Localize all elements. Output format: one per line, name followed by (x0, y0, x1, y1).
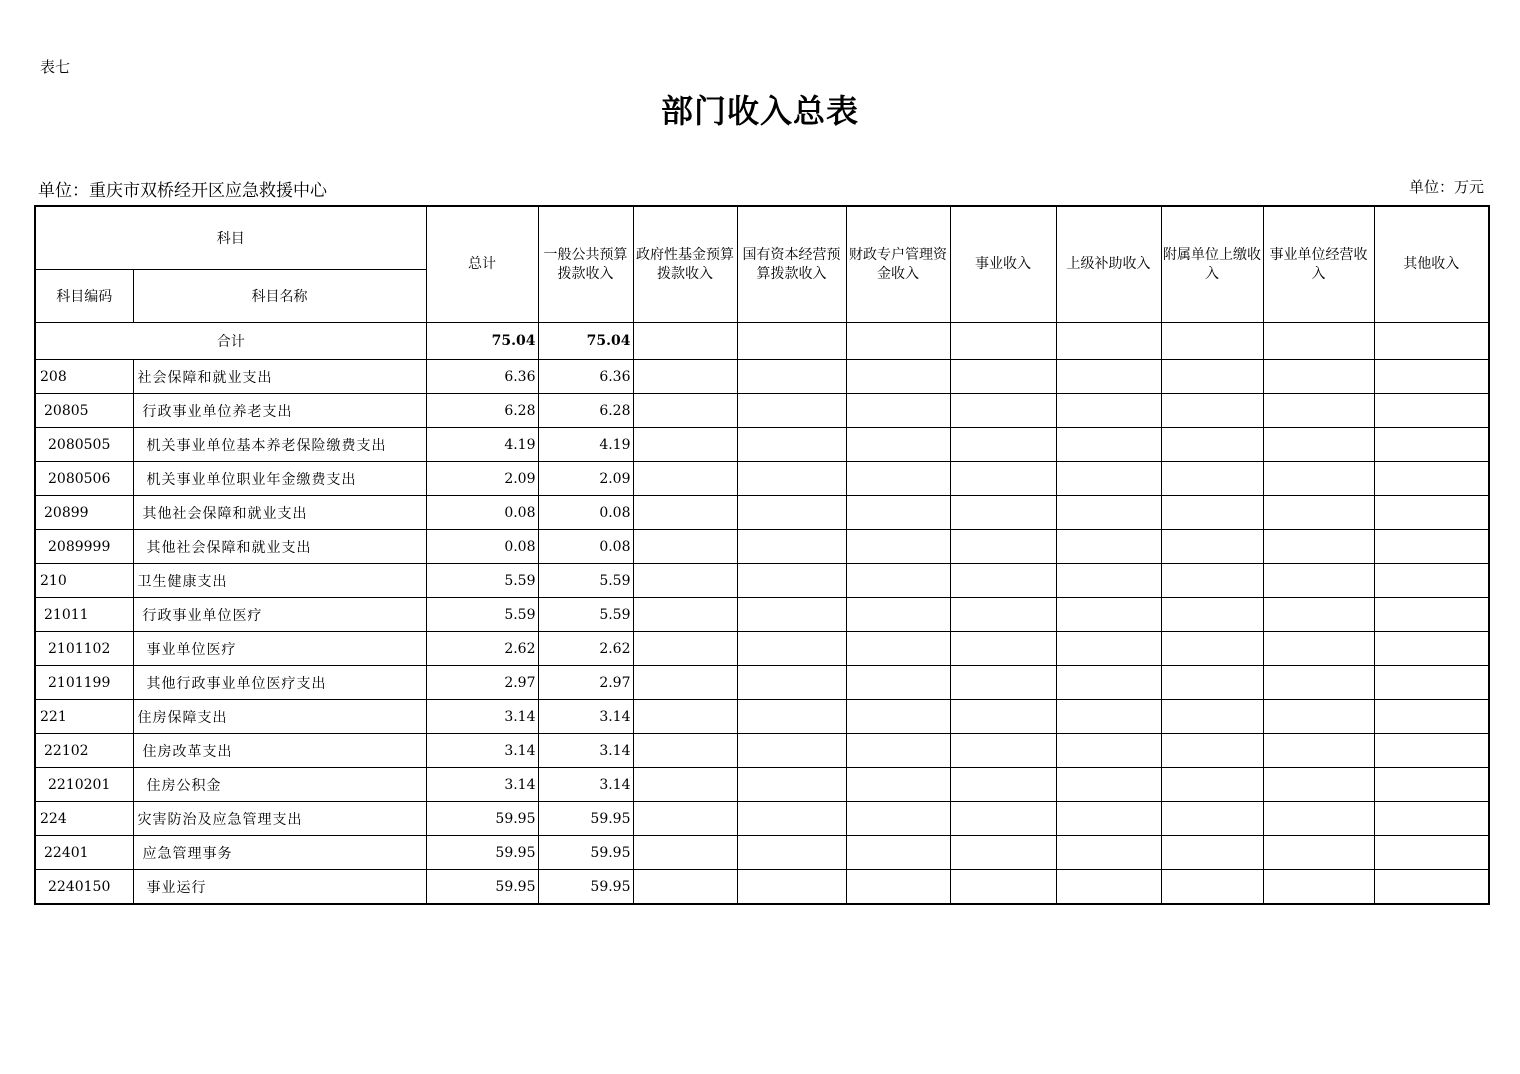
currency-unit: 单位：万元 (1408, 178, 1484, 196)
empty-cell (950, 598, 1056, 632)
table-row (35, 598, 1489, 632)
empty-cell (1161, 870, 1263, 905)
empty-cell (846, 394, 950, 428)
empty-cell (1161, 666, 1263, 700)
empty-cell (1374, 394, 1489, 428)
empty-cell (1056, 428, 1161, 462)
empty-cell (846, 360, 950, 394)
empty-cell (1263, 323, 1374, 360)
empty-cell (846, 632, 950, 666)
empty-cell (950, 870, 1056, 905)
table-row (35, 802, 1489, 836)
empty-cell (1161, 428, 1263, 462)
row-general-budget: 3.14 (538, 768, 633, 802)
row-total: 59.95 (426, 802, 538, 836)
empty-cell (1056, 734, 1161, 768)
subject-code: 224 (35, 802, 133, 836)
empty-cell (846, 700, 950, 734)
row-total: 5.59 (426, 564, 538, 598)
page-title: 部门收入总表 (660, 92, 859, 130)
empty-cell (737, 428, 846, 462)
subject-name: 住房公积金 (133, 768, 426, 802)
empty-cell (950, 496, 1056, 530)
table-row (35, 360, 1489, 394)
empty-cell (1263, 700, 1374, 734)
empty-cell (633, 836, 737, 870)
empty-cell (737, 598, 846, 632)
row-general-budget: 3.14 (538, 700, 633, 734)
empty-cell (737, 394, 846, 428)
subject-name: 住房保障支出 (133, 700, 426, 734)
empty-cell (846, 496, 950, 530)
empty-cell (1263, 428, 1374, 462)
empty-cell (846, 836, 950, 870)
empty-cell (633, 496, 737, 530)
total-sum: 75.04 (426, 323, 538, 360)
empty-cell (1056, 360, 1161, 394)
row-total: 59.95 (426, 836, 538, 870)
empty-cell (1263, 870, 1374, 905)
subject-code: 2080506 (35, 462, 133, 496)
empty-cell (1374, 564, 1489, 598)
empty-cell (1263, 598, 1374, 632)
empty-cell (1374, 598, 1489, 632)
empty-cell (633, 598, 737, 632)
empty-cell (1161, 530, 1263, 564)
empty-cell (633, 530, 737, 564)
total-row (35, 323, 1489, 360)
empty-cell (950, 564, 1056, 598)
empty-cell (1263, 632, 1374, 666)
empty-cell (846, 598, 950, 632)
empty-cell (1056, 666, 1161, 700)
empty-cell (737, 360, 846, 394)
subject-code: 2101102 (35, 632, 133, 666)
empty-cell (1161, 598, 1263, 632)
empty-cell (1161, 734, 1263, 768)
row-total: 59.95 (426, 870, 538, 905)
empty-cell (1263, 802, 1374, 836)
empty-cell (950, 530, 1056, 564)
table-row (35, 666, 1489, 700)
subject-code: 20805 (35, 394, 133, 428)
empty-cell (737, 530, 846, 564)
empty-cell (846, 428, 950, 462)
row-general-budget: 0.08 (538, 496, 633, 530)
empty-cell (1374, 428, 1489, 462)
empty-cell (737, 462, 846, 496)
empty-cell (633, 802, 737, 836)
row-general-budget: 59.95 (538, 870, 633, 905)
row-general-budget: 59.95 (538, 836, 633, 870)
empty-cell (1374, 802, 1489, 836)
empty-cell (1056, 530, 1161, 564)
empty-cell (737, 734, 846, 768)
gov-fund-header: 政府性基金预算拨款收入 (633, 206, 737, 323)
empty-cell (1056, 700, 1161, 734)
empty-cell (1263, 768, 1374, 802)
table-row (35, 700, 1489, 734)
subject-code: 21011 (35, 598, 133, 632)
subject-name: 卫生健康支出 (133, 564, 426, 598)
empty-cell (737, 564, 846, 598)
empty-cell (846, 564, 950, 598)
subject-name: 事业运行 (133, 870, 426, 905)
empty-cell (633, 666, 737, 700)
empty-cell (846, 666, 950, 700)
state-capital-header: 国有资本经营预算拨款收入 (737, 206, 846, 323)
empty-cell (737, 496, 846, 530)
subject-name: 行政事业单位养老支出 (133, 394, 426, 428)
empty-cell (1161, 394, 1263, 428)
empty-cell (1161, 323, 1263, 360)
empty-cell (1374, 768, 1489, 802)
row-general-budget: 0.08 (538, 530, 633, 564)
empty-cell (1374, 666, 1489, 700)
empty-cell (737, 700, 846, 734)
empty-cell (950, 462, 1056, 496)
table-row (35, 632, 1489, 666)
empty-cell (846, 768, 950, 802)
row-total: 2.09 (426, 462, 538, 496)
empty-cell (1056, 394, 1161, 428)
subject-name: 其他社会保障和就业支出 (133, 530, 426, 564)
subject-code: 210 (35, 564, 133, 598)
row-total: 6.36 (426, 360, 538, 394)
row-total: 3.14 (426, 734, 538, 768)
table-row (35, 768, 1489, 802)
row-general-budget: 6.28 (538, 394, 633, 428)
empty-cell (633, 323, 737, 360)
empty-cell (1056, 496, 1161, 530)
row-total: 2.97 (426, 666, 538, 700)
empty-cell (950, 666, 1056, 700)
subject-code: 208 (35, 360, 133, 394)
empty-cell (846, 734, 950, 768)
empty-cell (1263, 360, 1374, 394)
superior-subsidy-header: 上级补助收入 (1056, 206, 1161, 323)
empty-cell (846, 530, 950, 564)
empty-cell (737, 323, 846, 360)
empty-cell (633, 632, 737, 666)
empty-cell (1263, 496, 1374, 530)
empty-cell (633, 734, 737, 768)
subject-code: 2101199 (35, 666, 133, 700)
row-general-budget: 2.62 (538, 632, 633, 666)
row-general-budget: 2.09 (538, 462, 633, 496)
row-total: 4.19 (426, 428, 538, 462)
row-total: 3.14 (426, 768, 538, 802)
empty-cell (1374, 360, 1489, 394)
empty-cell (1374, 462, 1489, 496)
row-total: 5.59 (426, 598, 538, 632)
empty-cell (1056, 462, 1161, 496)
affiliated-payment-header: 附属单位上缴收入 (1161, 206, 1263, 323)
empty-cell (1161, 496, 1263, 530)
row-general-budget: 4.19 (538, 428, 633, 462)
empty-cell (737, 836, 846, 870)
empty-cell (1374, 700, 1489, 734)
empty-cell (950, 768, 1056, 802)
subject-code: 2089999 (35, 530, 133, 564)
row-total: 0.08 (426, 496, 538, 530)
empty-cell (1374, 870, 1489, 905)
subject-code: 20899 (35, 496, 133, 530)
empty-cell (1056, 836, 1161, 870)
empty-cell (1263, 564, 1374, 598)
subject-code: 2240150 (35, 870, 133, 905)
row-general-budget: 5.59 (538, 598, 633, 632)
empty-cell (846, 870, 950, 905)
empty-cell (633, 462, 737, 496)
empty-cell (950, 802, 1056, 836)
table-number: 表七 (40, 58, 71, 76)
table-row (35, 530, 1489, 564)
empty-cell (1263, 462, 1374, 496)
subject-header: 科目 (35, 206, 426, 270)
empty-cell (950, 323, 1056, 360)
empty-cell (633, 768, 737, 802)
table-row (35, 564, 1489, 598)
empty-cell (1374, 323, 1489, 360)
row-total: 2.62 (426, 632, 538, 666)
empty-cell (633, 564, 737, 598)
reporting-unit: 单位：重庆市双桥经开区应急救援中心 (38, 181, 327, 201)
row-general-budget: 3.14 (538, 734, 633, 768)
subject-name: 灾害防治及应急管理支出 (133, 802, 426, 836)
empty-cell (1263, 836, 1374, 870)
row-total: 3.14 (426, 700, 538, 734)
empty-cell (1374, 496, 1489, 530)
empty-cell (950, 428, 1056, 462)
row-general-budget: 59.95 (538, 802, 633, 836)
empty-cell (950, 394, 1056, 428)
row-total: 0.08 (426, 530, 538, 564)
table-row (35, 394, 1489, 428)
subject-name: 其他行政事业单位医疗支出 (133, 666, 426, 700)
empty-cell (1056, 323, 1161, 360)
empty-cell (633, 870, 737, 905)
table-row (35, 496, 1489, 530)
empty-cell (633, 700, 737, 734)
subject-name: 应急管理事务 (133, 836, 426, 870)
subject-code: 22102 (35, 734, 133, 768)
general-budget-header: 一般公共预算拨款收入 (538, 206, 633, 323)
empty-cell (1056, 870, 1161, 905)
empty-cell (1161, 564, 1263, 598)
empty-cell (846, 323, 950, 360)
empty-cell (1161, 768, 1263, 802)
table-row (35, 428, 1489, 462)
empty-cell (737, 870, 846, 905)
row-general-budget: 2.97 (538, 666, 633, 700)
empty-cell (737, 666, 846, 700)
empty-cell (737, 768, 846, 802)
empty-cell (1263, 734, 1374, 768)
other-income-header: 其他收入 (1374, 206, 1489, 323)
empty-cell (737, 802, 846, 836)
subject-code: 2080505 (35, 428, 133, 462)
name-header: 科目名称 (133, 270, 426, 323)
empty-cell (1056, 598, 1161, 632)
empty-cell (1263, 394, 1374, 428)
empty-cell (1374, 632, 1489, 666)
subject-name: 事业单位医疗 (133, 632, 426, 666)
row-total: 6.28 (426, 394, 538, 428)
subject-name: 其他社会保障和就业支出 (133, 496, 426, 530)
empty-cell (1161, 802, 1263, 836)
total-header: 总计 (426, 206, 538, 323)
empty-cell (1161, 836, 1263, 870)
subject-name: 机关事业单位职业年金缴费支出 (133, 462, 426, 496)
subject-name: 机关事业单位基本养老保险缴费支出 (133, 428, 426, 462)
empty-cell (950, 700, 1056, 734)
table-row (35, 836, 1489, 870)
empty-cell (1056, 802, 1161, 836)
empty-cell (1374, 530, 1489, 564)
empty-cell (1056, 768, 1161, 802)
empty-cell (950, 734, 1056, 768)
business-income-header: 事业收入 (950, 206, 1056, 323)
empty-cell (1056, 632, 1161, 666)
empty-cell (1374, 836, 1489, 870)
table-row (35, 870, 1489, 905)
empty-cell (1161, 632, 1263, 666)
empty-cell (1056, 564, 1161, 598)
empty-cell (1161, 700, 1263, 734)
empty-cell (1161, 462, 1263, 496)
header-row-1 (35, 206, 1489, 270)
empty-cell (846, 462, 950, 496)
subject-code: 2210201 (35, 768, 133, 802)
empty-cell (1374, 734, 1489, 768)
empty-cell (1263, 530, 1374, 564)
empty-cell (846, 802, 950, 836)
subject-name: 社会保障和就业支出 (133, 360, 426, 394)
subject-name: 住房改革支出 (133, 734, 426, 768)
total-label: 合计 (35, 323, 426, 360)
subject-code: 22401 (35, 836, 133, 870)
row-general-budget: 6.36 (538, 360, 633, 394)
empty-cell (1263, 666, 1374, 700)
empty-cell (950, 836, 1056, 870)
row-general-budget: 5.59 (538, 564, 633, 598)
income-summary-table (34, 205, 1490, 905)
empty-cell (633, 394, 737, 428)
table-row (35, 462, 1489, 496)
empty-cell (1161, 360, 1263, 394)
empty-cell (633, 428, 737, 462)
empty-cell (737, 632, 846, 666)
table-row (35, 734, 1489, 768)
business-operating-header: 事业单位经营收入 (1263, 206, 1374, 323)
empty-cell (950, 632, 1056, 666)
empty-cell (633, 360, 737, 394)
total-general-budget: 75.04 (538, 323, 633, 360)
subject-code: 221 (35, 700, 133, 734)
fiscal-special-header: 财政专户管理资金收入 (846, 206, 950, 323)
empty-cell (950, 360, 1056, 394)
subject-name: 行政事业单位医疗 (133, 598, 426, 632)
code-header: 科目编码 (35, 270, 133, 323)
